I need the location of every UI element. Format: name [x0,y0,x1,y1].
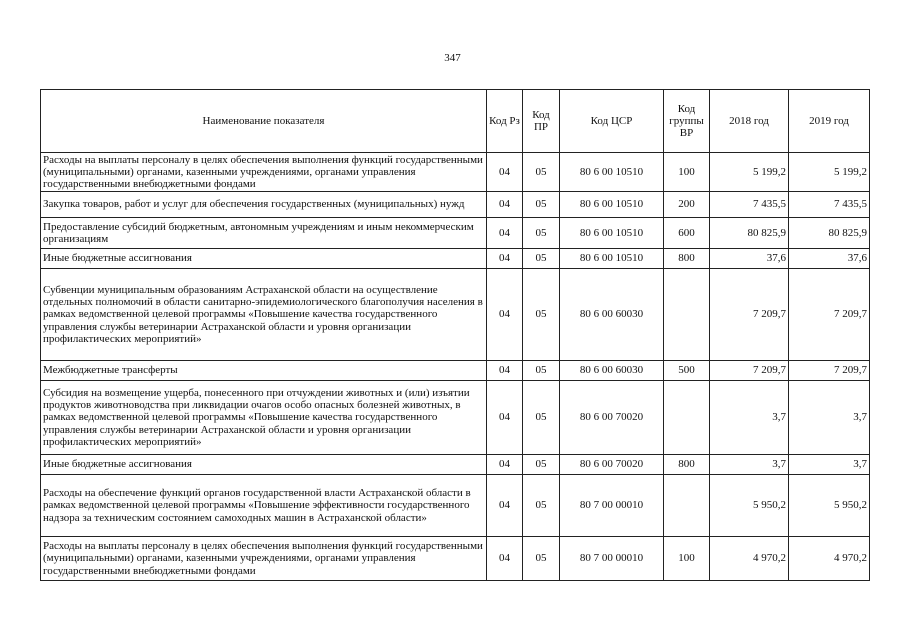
row-pr: 05 [523,361,560,381]
row-vr [664,269,710,361]
row-2019: 37,6 [789,249,870,269]
row-csr: 80 6 00 70020 [560,455,664,475]
row-rz: 04 [487,218,523,249]
table-row [41,153,870,192]
row-pr: 05 [523,455,560,475]
table-row [41,269,870,361]
table-row [41,249,870,269]
row-2018: 80 825,9 [710,218,789,249]
row-rz: 04 [487,153,523,192]
row-name: Субсидия на возмещение ущерба, понесенного при отчуждении животных и (или) изъятии продуктов животноводства при ликвидации очагов особо опасных болезней животных, в рамках ведомственной целевой программы «Повышение качества государственного управления службы ветеринарии Астраханской области и уровня организации профилактических мероприятий» [41,381,487,455]
row-pr: 05 [523,192,560,218]
row-pr: 05 [523,537,560,581]
row-2019: 5 950,2 [789,475,870,537]
table-row [41,455,870,475]
row-2019: 5 199,2 [789,153,870,192]
row-csr: 80 6 00 10510 [560,249,664,269]
row-rz: 04 [487,381,523,455]
table-row [41,537,870,581]
page-number: 347 [444,52,461,64]
row-vr [664,381,710,455]
row-vr [664,475,710,537]
row-name: Иные бюджетные ассигнования [41,455,487,475]
row-csr: 80 6 00 60030 [560,361,664,381]
row-rz: 04 [487,475,523,537]
row-2019: 3,7 [789,381,870,455]
row-name: Межбюджетные трансферты [41,361,487,381]
row-2018: 5 950,2 [710,475,789,537]
header-csr: Код ЦСР [560,90,664,153]
row-name: Предоставление субсидий бюджетным, автономным учреждениям и иным некоммерческим организациям [41,218,487,249]
row-2018: 4 970,2 [710,537,789,581]
row-pr: 05 [523,218,560,249]
row-vr: 500 [664,361,710,381]
table-row [41,361,870,381]
row-csr: 80 6 00 10510 [560,153,664,192]
row-pr: 05 [523,381,560,455]
header-vr: Код группы ВР [664,90,710,153]
table-row [41,192,870,218]
row-vr: 100 [664,153,710,192]
row-2018: 7 435,5 [710,192,789,218]
row-rz: 04 [487,192,523,218]
row-2018: 7 209,7 [710,269,789,361]
row-csr: 80 6 00 10510 [560,218,664,249]
row-csr: 80 7 00 00010 [560,537,664,581]
row-name: Расходы на выплаты персоналу в целях обеспечения выполнения функций государственными (муниципальными) органами, казенными учреждениями, органами управления государственными внебюджетными фондами [41,153,487,192]
header-rz: Код Рз [487,90,523,153]
row-pr: 05 [523,249,560,269]
row-name: Расходы на выплаты персоналу в целях обеспечения выполнения функций государственными (муниципальными) органами, казенными учреждениями, органами управления государственными внебюджетными фондами [41,537,487,581]
row-pr: 05 [523,153,560,192]
row-2018: 3,7 [710,455,789,475]
table-row [41,475,870,537]
row-2019: 7 209,7 [789,269,870,361]
row-vr: 200 [664,192,710,218]
table-row [41,381,870,455]
table-header-row [41,90,870,153]
row-vr: 600 [664,218,710,249]
row-2019: 7 209,7 [789,361,870,381]
row-csr: 80 6 00 70020 [560,381,664,455]
row-2018: 3,7 [710,381,789,455]
row-csr: 80 6 00 60030 [560,269,664,361]
row-rz: 04 [487,455,523,475]
row-rz: 04 [487,269,523,361]
row-rz: 04 [487,249,523,269]
row-pr: 05 [523,475,560,537]
row-2019: 80 825,9 [789,218,870,249]
row-pr: 05 [523,269,560,361]
header-name: Наименование показателя [41,90,487,153]
row-name: Закупка товаров, работ и услуг для обеспечения государственных (муниципальных) нужд [41,192,487,218]
header-2018: 2018 год [710,90,789,153]
header-2019: 2019 год [789,90,870,153]
row-2018: 37,6 [710,249,789,269]
row-name: Субвенции муниципальным образованиям Астраханской области на осуществление отдельных полномочий в области санитарно-эпидемиологического благополучия населения в рамках ведомственной целевой программы «Повышение качества государственного управления службы ветеринарии Астраханской области и уровня организации профилактических мероприятий» [41,269,487,361]
row-2019: 3,7 [789,455,870,475]
row-2018: 7 209,7 [710,361,789,381]
row-rz: 04 [487,537,523,581]
row-vr: 800 [664,455,710,475]
row-rz: 04 [487,361,523,381]
row-2018: 5 199,2 [710,153,789,192]
row-vr: 800 [664,249,710,269]
row-csr: 80 6 00 10510 [560,192,664,218]
budget-table [40,89,870,581]
row-name: Иные бюджетные ассигнования [41,249,487,269]
table-row [41,218,870,249]
header-pr: Код ПР [523,90,560,153]
row-2019: 7 435,5 [789,192,870,218]
row-name: Расходы на обеспечение функций органов государственной власти Астраханской области в рамках ведомственной целевой программы «Повышение эффективности государственного надзора за техническим состоянием самоходных машин в Астраханской области» [41,475,487,537]
row-csr: 80 7 00 00010 [560,475,664,537]
row-2019: 4 970,2 [789,537,870,581]
row-vr: 100 [664,537,710,581]
